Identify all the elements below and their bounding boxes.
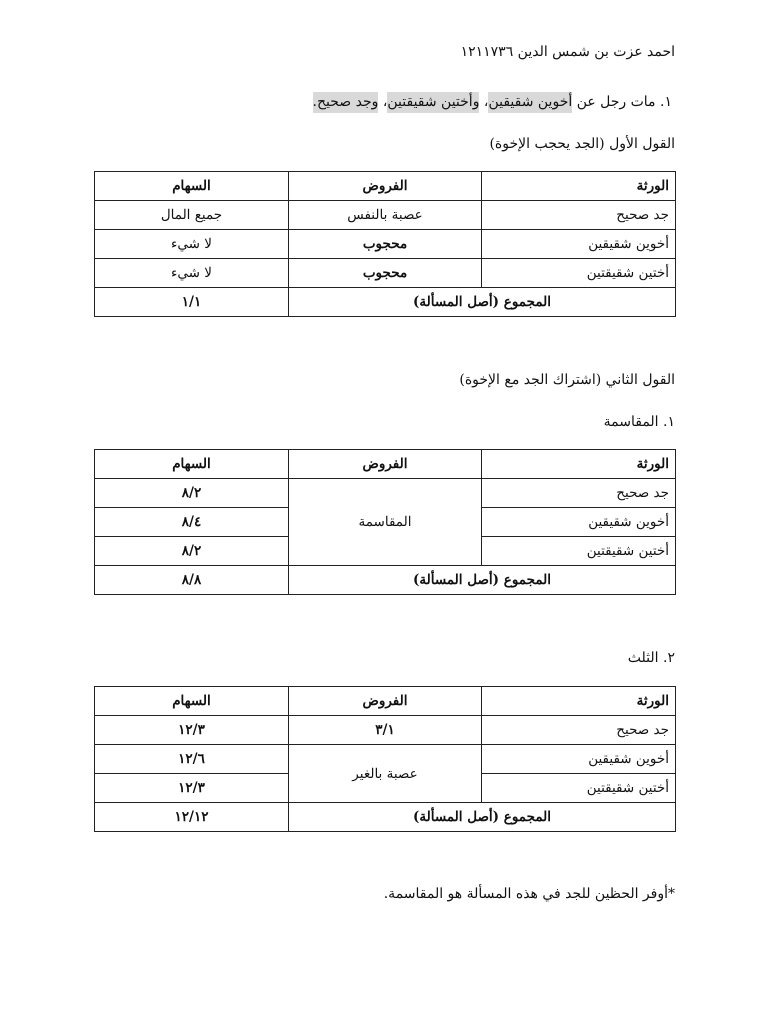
share-merged-cell: عصبة بالغير (289, 745, 482, 803)
table-total-row (95, 288, 676, 317)
problem-lead: مات رجل عن (576, 94, 656, 110)
thuluth-title: ٢. الثلث (627, 650, 675, 666)
share-merged-cell: المقاسمة (289, 479, 482, 566)
header-heirs: الورثة (482, 450, 676, 479)
problem-separator: ، (483, 94, 489, 110)
heir-cell: جد صحيح (482, 716, 676, 745)
problem-statement (93, 92, 672, 112)
total-value: ١٢/١٢ (95, 803, 289, 832)
sihaam-cell: لا شيء (95, 230, 289, 259)
heir-cell: جد صحيح (482, 201, 676, 230)
highlight-brothers: أخوين شقيقين (488, 92, 572, 113)
share-cell: عصبة بالنفس (289, 201, 482, 230)
header-sihaam: السهام (95, 687, 289, 716)
heir-cell: أخوين شقيقين (482, 230, 676, 259)
table-header-row (95, 687, 676, 716)
table-row (95, 259, 676, 288)
table-row (95, 479, 676, 508)
problem-number: ١. (660, 94, 672, 110)
total-label: المجموع (أصل المسألة) (289, 566, 676, 595)
share-cell: محجوب (289, 259, 482, 288)
table-row (95, 716, 676, 745)
author-line: احمد عزت بن شمس الدين ١٢١١٧٣٦ (460, 44, 675, 60)
sihaam-cell: جميع المال (95, 201, 289, 230)
table-row (95, 745, 676, 774)
header-shares: الفروض (289, 450, 482, 479)
table-row (95, 201, 676, 230)
sihaam-cell: ٨/٤ (95, 508, 289, 537)
conclusion-note: *أوفر الحظين للجد في هذه المسألة هو المقاسمة. (383, 886, 675, 902)
header-shares: الفروض (289, 687, 482, 716)
header-sihaam: السهام (95, 172, 289, 201)
highlight-grandfather: وجد صحيح. (313, 92, 379, 113)
table-row (95, 230, 676, 259)
share-cell: محجوب (289, 230, 482, 259)
total-label: المجموع (أصل المسألة) (289, 288, 676, 317)
header-heirs: الورثة (482, 172, 676, 201)
heir-cell: جد صحيح (482, 479, 676, 508)
table-header-row (95, 450, 676, 479)
opinion1-title: القول الأول (الجد يحجب الإخوة) (489, 136, 675, 152)
sihaam-cell: لا شيء (95, 259, 289, 288)
heir-cell: أختين شقيقتين (482, 537, 676, 566)
heir-cell: أختين شقيقتين (482, 259, 676, 288)
table-total-row (95, 803, 676, 832)
total-value: ١/١ (95, 288, 289, 317)
heir-cell: أخوين شقيقين (482, 508, 676, 537)
sihaam-cell: ١٢/٦ (95, 745, 289, 774)
sihaam-cell: ١٢/٣ (95, 716, 289, 745)
sihaam-cell: ١٢/٣ (95, 774, 289, 803)
thuluth-table (94, 686, 676, 832)
sihaam-cell: ٨/٢ (95, 479, 289, 508)
muqasama-table (94, 449, 676, 595)
heir-cell: أخوين شقيقين (482, 745, 676, 774)
total-value: ٨/٨ (95, 566, 289, 595)
opinion2-title: القول الثاني (اشتراك الجد مع الإخوة) (459, 372, 675, 388)
header-heirs: الورثة (482, 687, 676, 716)
problem-separator: ، (382, 94, 388, 110)
share-cell: ٣/١ (289, 716, 482, 745)
heir-cell: أختين شقيقتين (482, 774, 676, 803)
header-sihaam: السهام (95, 450, 289, 479)
highlight-sisters: وأختين شقيقتين (387, 92, 479, 113)
total-label: المجموع (أصل المسألة) (289, 803, 676, 832)
table-total-row (95, 566, 676, 595)
sihaam-cell: ٨/٢ (95, 537, 289, 566)
header-shares: الفروض (289, 172, 482, 201)
table-header-row (95, 172, 676, 201)
opinion1-table (94, 171, 676, 317)
muqasama-title: ١. المقاسمة (603, 414, 675, 430)
